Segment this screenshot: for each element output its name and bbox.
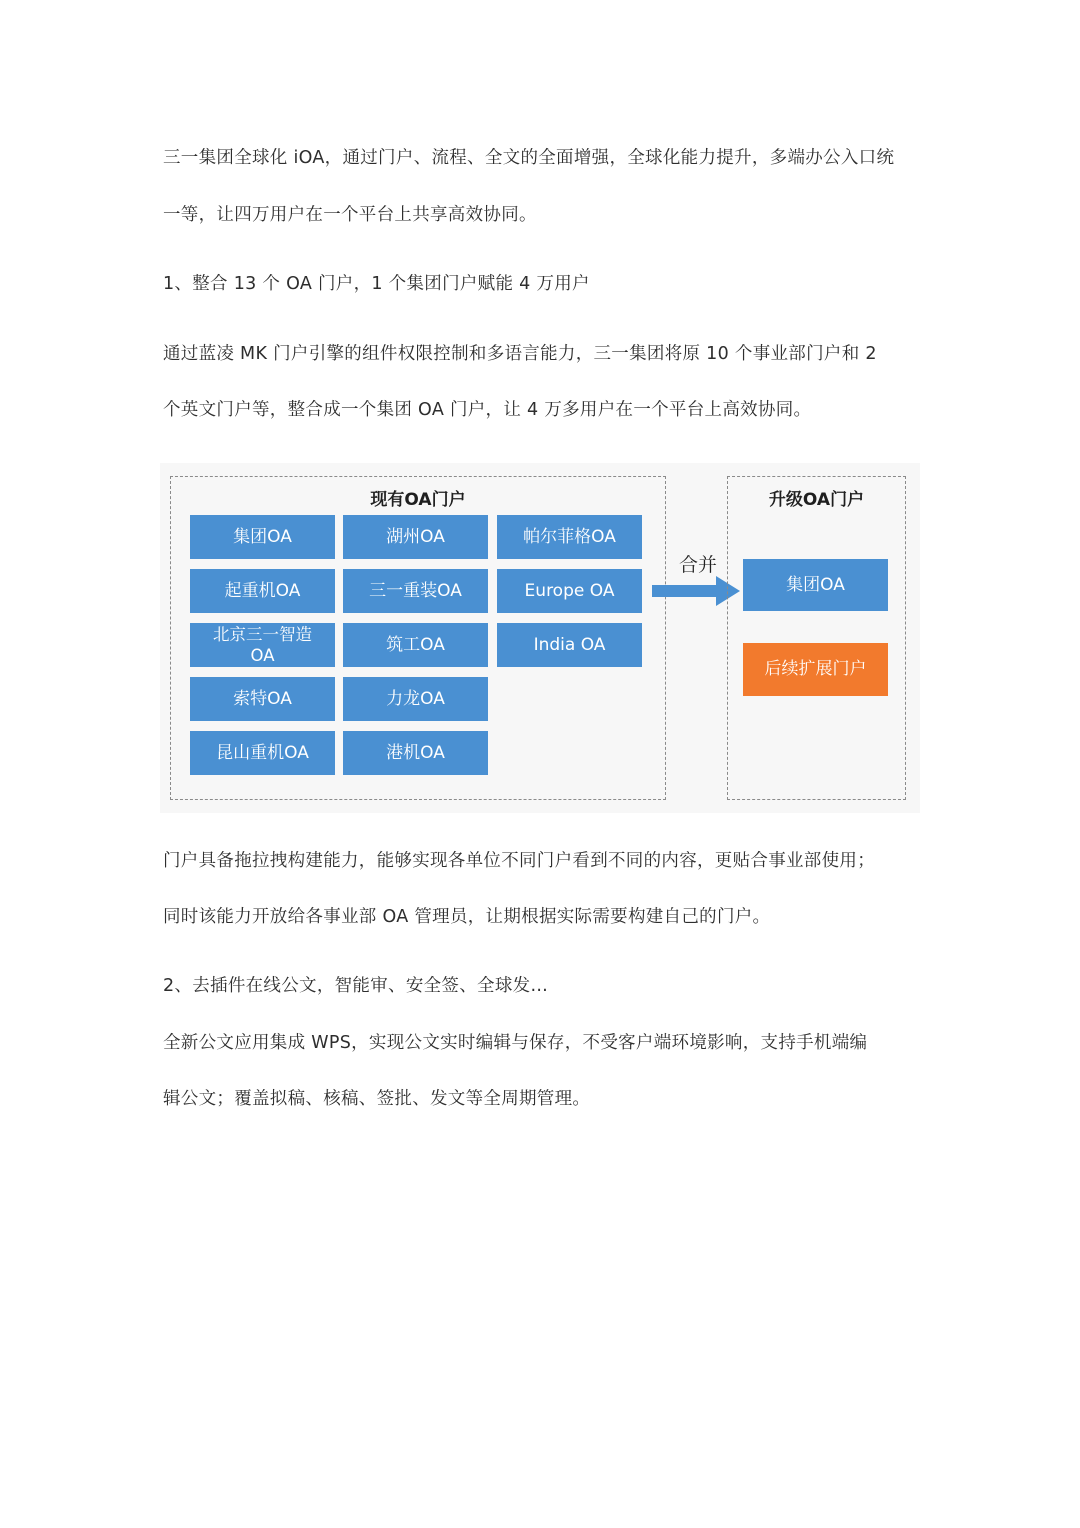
paragraph-2-line-2: 同时该能力开放给各事业部 OA 管理员，让期根据实际需要构建自己的门户。 [163,907,771,927]
portal-box: 起重机OA [190,569,335,613]
future-portal-box: 后续扩展门户 [743,643,888,696]
portal-box: 港机OA [343,731,488,775]
portal-box: 北京三一智造 OA [190,623,335,667]
paragraph-3-line-1: 全新公文应用集成 WPS，实现公文实时编辑与保存，不受客户端环境影响，支持手机端编 [163,1033,868,1053]
portal-box: Europe OA [497,569,642,613]
merge-label: 合并 [679,554,718,576]
upgraded-portals-title: 升级OA门户 [768,490,865,510]
section-heading-1: 1、整合 13 个 OA 门户，1 个集团门户赋能 4 万用户 [163,274,590,294]
paragraph-1-line-1: 通过蓝凌 MK 门户引擎的组件权限控制和多语言能力，三一集团将原 10 个事业部门户和 2 [163,344,877,364]
portal-box: 昆山重机OA [190,731,335,775]
intro-line-2: 一等，让四万用户在一个平台上共享高效协同。 [163,205,537,225]
portal-box: 帕尔菲格OA [497,515,642,559]
portal-box: 三一重装OA [343,569,488,613]
portal-box: 集团OA [190,515,335,559]
section-heading-2: 2、去插件在线公文，智能审、安全签、全球发… [163,976,549,996]
intro-line-1: 三一集团全球化 iOA，通过门户、流程、全文的全面增强，全球化能力提升，多端办公入口统 [163,148,895,168]
paragraph-3-line-2: 辑公文；覆盖拟稿、核稿、签批、发文等全周期管理。 [163,1089,591,1109]
existing-portals-title: 现有OA门户 [370,490,466,510]
portal-box: India OA [497,623,642,667]
group-oa-portal-box: 集团OA [743,559,888,611]
upgraded-portals-group [727,476,906,800]
paragraph-1-line-2: 个英文门户等，整合成一个集团 OA 门户，让 4 万多用户在一个平台上高效协同。 [163,400,812,420]
portal-box: 筑工OA [343,623,488,667]
portal-box: 索特OA [190,677,335,721]
portal-box: 湖州OA [343,515,488,559]
paragraph-2-line-1: 门户具备拖拉拽构建能力，能够实现各单位不同门户看到不同的内容，更贴合事业部使用； [163,851,875,871]
portal-box: 力龙OA [343,677,488,721]
